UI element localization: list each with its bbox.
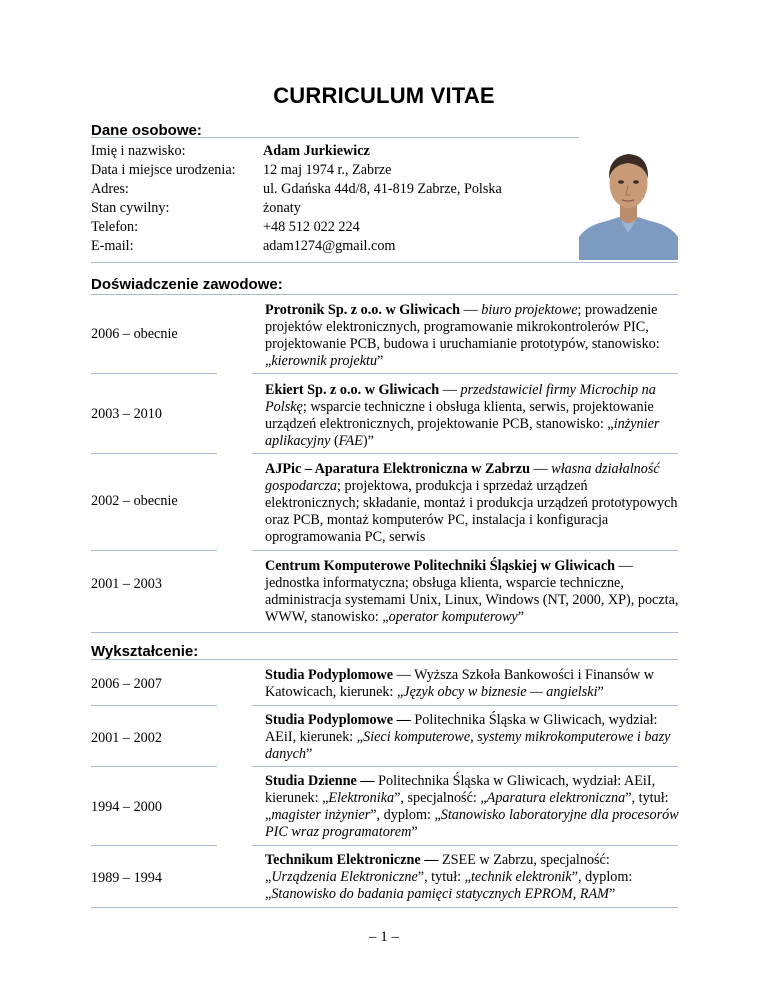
profile-photo [579,137,678,260]
entry-date: 1994 – 2000 [91,799,162,815]
value-birth: 12 maj 1974 r., Zabrze [263,162,392,178]
school-name: Studia Podyplomowe — [265,712,411,728]
entry-description: AJPic – Aparatura Elektroniczna w Zabrzu — własna działalność gospodarcza; projektowa, produkcja i sprzedaż urządzeń elektronicznych; składanie, montaż i produkcja urządzeń prototypowych oraz PCB, montaż komputerów PC, instalacja i konfiguracja oprogramowania PC, serwis [265,461,678,545]
entry-date: 2001 – 2003 [91,576,162,592]
job-position: inżynier aplikacyjny [265,416,660,449]
section-heading-personal: Dane osobowe: [91,122,202,139]
row-divider [91,845,217,846]
row-divider [91,550,217,551]
row-divider [252,373,678,374]
entry-description: Protronik Sp. z o.o. w Gliwicach — biuro projektowe; prowadzenie projektów elektronicznych, programowanie mikrokontrolerów PIC, projektowanie PCB, budowa i uruchamianie prototypów, stanowisko: „kierownik projektu” [265,302,660,369]
label-marital: Stan cywilny: [91,200,170,216]
section-divider [91,294,678,295]
label-phone: Telefon: [91,219,139,235]
company-name: Protronik Sp. z o.o. w Gliwicach [265,302,460,318]
entry-date: 2002 – obecnie [91,493,178,509]
value-marital: żonaty [263,200,301,216]
row-divider [91,453,217,454]
row-divider [91,705,217,706]
section-divider [91,262,678,263]
value-phone: +48 512 022 224 [263,219,360,235]
page-number: – 1 – [369,929,399,945]
entry-description: Technikum Elektroniczne — ZSEE w Zabrzu, specjalność: „Urządzenia Elektroniczne”, tytuł: „technik elektronik”, dyplom: „Stanowisko do badania pamięci statycznych EPROM, RAM” [265,852,633,902]
row-divider [91,373,217,374]
row-divider [252,550,678,551]
section-divider [91,659,678,660]
school-name: Studia Dzienne — [265,773,375,789]
company-name: Ekiert Sp. z o.o. w Gliwicach [265,382,440,398]
job-position: operator komputerowy [388,609,518,625]
major: Język obcy w biznesie — angielski [403,684,598,700]
row-divider [252,845,678,846]
entry-description: Studia Podyplomowe — Politechnika Śląska w Gliwicach, wydział: AEiI, kierunek: „Sieci komputerowe, systemy mikrokomputerowe i bazy danych” [265,712,671,762]
company-name: AJPic – Aparatura Elektroniczna w Zabrzu [265,461,530,477]
row-divider [252,705,678,706]
section-heading-education: Wykształcenie: [91,643,199,660]
label-email: E-mail: [91,238,134,254]
major: Sieci komputerowe, systemy mikrokomputerowe i bazy danych [265,729,671,762]
label-birth: Data i miejsce urodzenia: [91,162,236,178]
section-divider [91,632,678,633]
entry-date: 2006 – 2007 [91,676,162,692]
entry-description: Centrum Komputerowe Politechniki Śląskiej w Gliwicach — jednostka informatyczna; obsługa klienta, wsparcie techniczne, administracja systemami Unix, Linux, Windows (NT, 2000, XP), poczta, WWW, stanowisko: „operator komputerowy” [265,558,679,625]
row-divider [252,453,678,454]
entry-date: 2006 – obecnie [91,326,178,342]
job-position: kierownik projektu [271,353,378,369]
entry-date: 2003 – 2010 [91,406,162,422]
row-divider [252,766,678,767]
value-email: adam1274@gmail.com [263,238,396,254]
entry-date: 2001 – 2002 [91,730,162,746]
major: Elektronika [328,790,395,806]
entry-description: Studia Dzienne — Politechnika Śląska w Gliwicach, wydział: AEiI, kierunek: „Elektronika”, specjalność: „Aparatura elektroniczna”, tytuł: „magister inżynier”, dyplom: „Stanowisko laboratoryjne dla procesorów PIC wraz programatorem” [265,773,679,840]
section-heading-experience: Doświadczenie zawodowe: [91,276,283,293]
entry-description: Studia Podyplomowe — Wyższa Szkoła Bankowości i Finansów w Katowicach, kierunek: „Język obcy w biznesie — angielski” [265,667,655,700]
section-divider [91,907,678,908]
label-address: Adres: [91,181,129,197]
school-name: Technikum Elektroniczne — [265,852,439,868]
entry-date: 1989 – 1994 [91,870,162,886]
row-divider [91,766,217,767]
page-title: CURRICULUM VITAE [273,83,495,108]
value-address: ul. Gdańska 44d/8, 41-819 Zabrze, Polska [263,181,502,197]
entry-description: Ekiert Sp. z o.o. w Gliwicach — przedstawiciel firmy Microchip na Polskę; wsparcie techniczne i obsługa klienta, serwis, projektowanie urządzeń elektronicznych, projektowanie PCB, stanowisko: „inżynier aplikacyjny (FAE)” [265,382,660,449]
label-name: Imię i nazwisko: [91,143,186,159]
company-name: Centrum Komputerowe Politechniki Śląskiej w Gliwicach [265,558,616,574]
value-name: Adam Jurkiewicz [263,143,370,159]
school-name: Studia Podyplomowe [265,667,394,683]
